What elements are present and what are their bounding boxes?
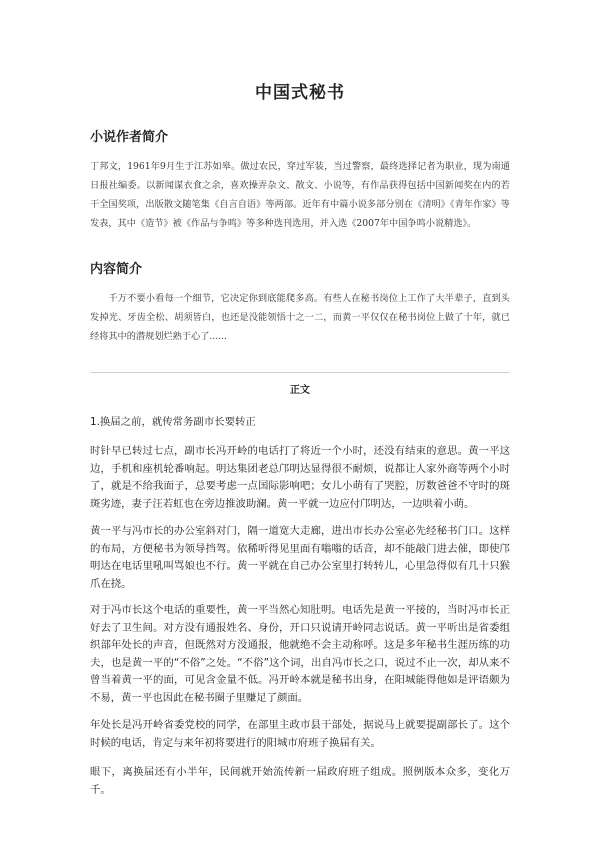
chapter-title: 1.换届之前，就传常务副市长要转正 — [90, 416, 256, 428]
paragraph: 时针早已转过七点，副市长冯开岭的电话打了将近一个小时，还没有结束的意思。黄一平这边，手机和座机轮番响起。明达集团老总邝明达显得很不耐烦，说都让人家外商等两个小时了，就是不给我面子，总要考虑一点国际影响吧；女儿小萌有了哭腔，厉数爸爸不守时的斑斑劣迹，妻子汪若虹也在旁边推波助澜。黄一平就一边应付邝明达，一边哄着小萌。 — [90, 445, 510, 510]
section-heading: 正文 — [290, 385, 310, 396]
paragraph: 对于冯市长这个电话的重要性，黄一平当然心知肚明。电话先是黄一平接的，当时冯市长正好去了卫生间。对方没有通报姓名、身份，开口只说请开岭同志说话。黄一平听出是省委组织部年处长的声音，但既然对方没通报，他就绝不会主动称呼。这是多年秘书生涯历练的功夫，也是黄一平的“不俗”之处。“不俗”这个词，出自冯市长之口，说过不止一次，却从来不曾当着黄一平的面，可见含金量不低。冯开岭本就是秘书出身，在阳城能得他如是评语颇为不易，黄一平也因此在秘书圈子里赚足了颜面。 — [90, 604, 510, 704]
paragraph: 黄一平与冯市长的办公室斜对门，隔一道宽大走廊，进出市长办公室必先经秘书门口。这样的布局，方便秘书为领导挡驾。依稀听得见里面有嗡嗡的话音，却不能敲门进去催，即使邝明达在电话里吼叫骂娘也不行。黄一平就在自己办公室里打转转儿，心里急得似有几十只猴爪在挠。 — [90, 525, 510, 590]
summary-text: 千万不要小看每一个细节，它决定你到底能爬多高。有些人在秘书岗位上工作了大半辈子，直到头发掉光、牙齿全松、胡须皆白，也还是没能领悟十之一二，而黄一平仅仅在秘书岗位上做了十年，就已经将其中的潜规划烂熟于心了...... — [90, 293, 510, 342]
document-title: 中国式秘书 — [255, 83, 345, 103]
author-heading: 小说作者简介 — [90, 130, 169, 145]
paragraph: 年处长是冯开岭省委党校的同学，在部里主政市县干部处，据说马上就要提副部长了。这个时候的电话，肯定与来年初将要进行的阳城市府班子换届有关。 — [90, 719, 510, 749]
summary-heading: 内容简介 — [90, 262, 143, 277]
section-divider — [90, 372, 510, 373]
author-bio: 丁邦文，1961年9月生于江苏如皋。做过农民，穿过军装，当过警察，最终选择记者为职业，现为南通日报社编委。以新闻谋衣食之余，喜欢操弄杂文、散文、小说等，有作品获得包括中国新闻奖在内的若干全国奖项，出版散文随笔集《自言自语》等两部。近年有中篇小说多部分别在《清明》《青年作家》等发表，其中《造节》被《作品与争鸣》等多种选刊选用，并入选《2007年中国争鸣小说精选》。 — [90, 161, 510, 229]
paragraph: 眼下，离换届还有小半年，民间就开始流传新一届政府班子组成。照例版本众多，变化万千。 — [90, 766, 510, 796]
